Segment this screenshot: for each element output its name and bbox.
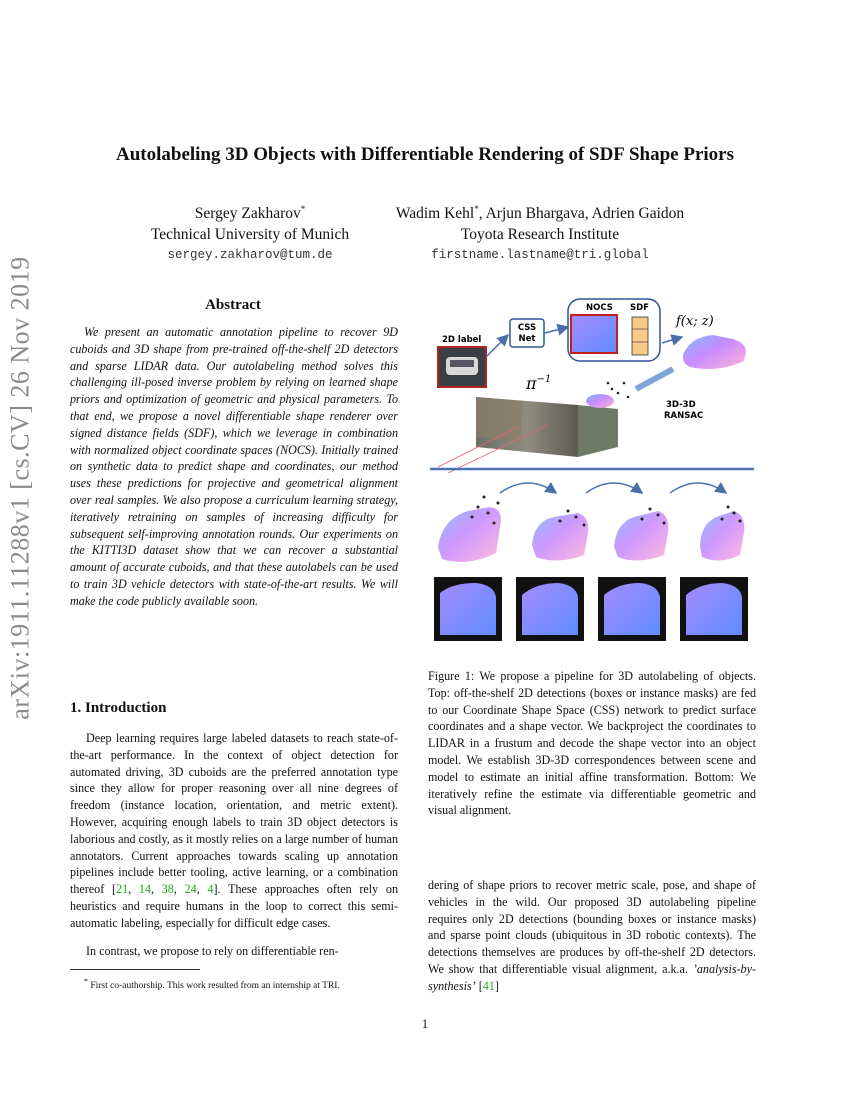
figure-label-nocs: NOCS <box>586 303 613 313</box>
iteration-2-pointcloud <box>532 510 588 561</box>
intro-paragraph-1: Deep learning requires large labeled datasets to reach state-of-the-art performance. In the context of object detection for automated driving, 3D cuboids are the preferred annotation type since they allow for proper reasoning over all nine degrees of freedom (instance location, orientation, and metric extent). However, acquiring enough labels to train 3D object detectors is laborious and costly, as it mostly relies on a large number of human annotators. Current approaches towards scaling up annotation pipelines include better tooling, active learning, or a combination thereof [21, 14, 38, 24, 4]. These approaches often rely on heuristics and require humans in the loop to correct this semi-automatic labeling, especially for difficult edge cases. <box>70 731 399 930</box>
figure-label-backproject: $\pi^{-1}$ <box>526 374 552 393</box>
figure-label-2d: 2D label <box>442 335 482 345</box>
author-names: Wadim Kehl*, Arjun Bhargava, Adrien Gaidon <box>395 204 685 223</box>
section-heading: 1. Introduction <box>70 700 167 716</box>
figure-1-graphic <box>428 297 764 659</box>
sdf-latent-vector <box>632 317 648 355</box>
figure-label-func: f(x; z) <box>676 314 714 329</box>
rendered-mask-4 <box>680 577 748 641</box>
rendered-mask-3 <box>598 577 666 641</box>
author-email[interactable]: sergey.zakharov@tum.de <box>167 248 333 263</box>
author-name: Sergey Zakharov* <box>194 204 306 223</box>
author-email[interactable]: firstname.lastname@tri.global <box>431 248 649 263</box>
citation-link[interactable]: 24 <box>184 882 197 897</box>
decoded-car-shape <box>683 335 746 369</box>
author-affiliation: Toyota Research Institute <box>460 226 620 244</box>
figure-1-caption: Figure 1: We propose a pipeline for 3D autolabeling of objects. Top: off-the-shelf 2D detections (boxes or instance masks) are fed to our Coordinate Shape Space (CSS) network to predict surface coordinates and a shape vector. We backproject the coordinates to LIDAR in a frustum and decode the shape vector into an object model. We establish 3D-3D correspondences between scene and model to estimate an initial affine transformation. Bottom: We iteratively refine the estimate via differentiable geometric and visual alignment. <box>428 669 756 818</box>
figure-label-sdf: SDF <box>630 303 649 313</box>
arrow-to-css <box>486 335 508 357</box>
intro-paragraph-2-continued: dering of shape priors to recover metric scale, pose, and shape of vehicles in the wild. Our proposed 3D autolabeling pipeline requires only 2D detections (bounding boxes or instance masks) and sparse point clouds (ubiquitous in 3D robotic contexts). The detections themselves are produces by off-the-shelf 2D detectors. We show that differentiable visual alignment, a.k.a. ’analysis-by-synthesis’ [41] <box>428 878 756 993</box>
figure-1 <box>428 297 764 659</box>
iteration-1-pointcloud <box>438 496 501 562</box>
svg-text:CSS: CSS <box>517 323 537 333</box>
nocs-map <box>571 315 617 353</box>
arrow-to-nocs <box>545 327 568 333</box>
footnote: * First co-authorship. This work resulted from an internship at TRI. <box>84 977 340 992</box>
arrow-to-shape <box>662 337 682 343</box>
citation-link[interactable]: 4 <box>207 882 214 897</box>
lidar-points-small <box>586 382 629 408</box>
citation-link[interactable]: 21 <box>116 882 129 897</box>
iteration-4-pointcloud <box>700 506 744 561</box>
abstract-heading: Abstract <box>205 297 261 313</box>
abstract-text: We present an automatic annotation pipeline to recover 9D cuboids and 3D shape from pre-trained off-the-shelf 2D detectors and sparse LIDAR data. Our autolabeling method solves this challenging ill-posed inverse problem by relying on learned shape priors and optimization of geometric and physical parameters. To that end, we propose a novel differentiable shape renderer over signed distance fields (SDF), which we leverage in combination with normalized object coordinate spaces (NOCS). Initially trained on synthetic data to predict shape and coordinates, our method uses these predictions for projective and geometrical alignment over real samples. We also propose a curriculum learning strategy, iteratively retraining on samples of increasing difficulty for subsequent self-improving annotation rounds. Our experiments on the KITTI3D dataset show that we can recover a substantial amount of accurate cuboids, and that these autolabels can be used to train 3D vehicle detectors with state-of-the-art results. We will make the code publicly available soon. <box>70 325 398 608</box>
citation-link[interactable]: 14 <box>138 882 151 897</box>
intro-paragraph-2: In contrast, we propose to rely on differentiable ren- <box>86 944 339 958</box>
figure-label-3d3d: 3D-3D <box>666 400 696 410</box>
citation-link[interactable]: 41 <box>482 978 495 993</box>
arxiv-stamp <box>0 256 42 720</box>
footnote-rule <box>70 969 200 970</box>
rendered-mask-2 <box>516 577 584 641</box>
iteration-3-pointcloud <box>614 508 668 561</box>
arxiv-stamp-text: arXiv:1911.11288v1 [cs.CV] 26 Nov 2019 <box>6 256 35 720</box>
page-number: 1 <box>421 1016 429 1031</box>
paper-title: Autolabeling 3D Objects with Differentiable Rendering of SDF Shape Priors <box>115 144 734 165</box>
author-block-right <box>350 199 730 266</box>
author-affiliation: Technical University of Munich <box>150 226 350 244</box>
rendered-mask-1 <box>434 577 502 641</box>
svg-text:RANSAC: RANSAC <box>664 411 704 421</box>
citation-link[interactable]: 38 <box>161 882 174 897</box>
svg-text:Net: Net <box>518 334 536 344</box>
ransac-arrow <box>636 369 673 389</box>
